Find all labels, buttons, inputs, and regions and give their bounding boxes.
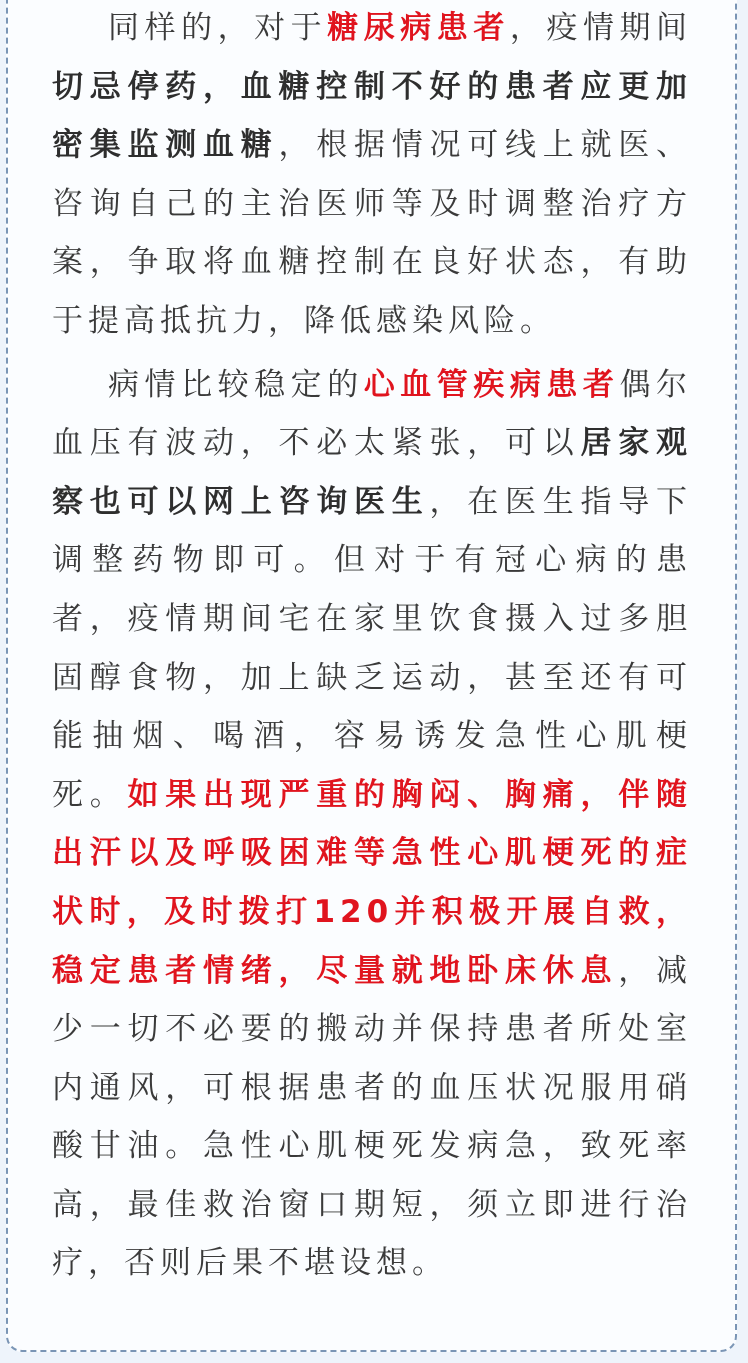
text-line bbox=[52, 117, 692, 176]
body-text: ，疫情期间 bbox=[509, 10, 693, 46]
body-text: 固醇食物，加上缺乏运动，甚至还有可 bbox=[52, 659, 692, 696]
text-line bbox=[52, 1118, 692, 1177]
text-line bbox=[52, 1235, 692, 1294]
body-text: 内通风，可根据患者的血压状况服用硝 bbox=[52, 1069, 692, 1106]
body-text: ，减 bbox=[618, 952, 692, 989]
bold-text: 居家观 bbox=[580, 425, 692, 462]
body-text: 偶尔 bbox=[619, 366, 693, 403]
highlighted-text: 出汗以及呼吸困难等急性心肌梗死的症 bbox=[52, 835, 692, 872]
body-text: 咨询自己的主治医师等及时调整治疗方 bbox=[52, 185, 692, 222]
bold-text: 密集监测血糖 bbox=[52, 127, 279, 164]
body-text: 能抽烟、喝酒，容易诱发急性心肌梗 bbox=[52, 718, 692, 755]
text-line bbox=[52, 1060, 692, 1119]
body-text: 酸甘油。急性心肌梗死发病急，致死率 bbox=[52, 1128, 692, 1165]
text-line bbox=[52, 943, 692, 1002]
text-line bbox=[52, 59, 692, 118]
text-line bbox=[52, 591, 692, 650]
highlighted-text: 状时，及时拨打120并积极开展自救， bbox=[52, 893, 692, 930]
body-text: 血压有波动，不必太紧张，可以 bbox=[52, 425, 581, 462]
body-text: 少一切不必要的搬动并保持患者所处室 bbox=[52, 1011, 692, 1048]
body-text: 病情比较稳定的 bbox=[108, 366, 364, 403]
highlighted-text: 稳定患者情绪，尽量就地卧床休息 bbox=[52, 952, 619, 989]
text-line bbox=[52, 650, 692, 709]
text-line bbox=[52, 884, 692, 943]
text-line bbox=[52, 708, 692, 767]
text-line bbox=[52, 767, 692, 826]
text-line bbox=[52, 0, 692, 59]
paragraph bbox=[52, 357, 692, 1295]
body-text: 同样的，对于 bbox=[108, 10, 328, 46]
highlighted-text: 心血管疾病患者 bbox=[363, 366, 620, 403]
text-line bbox=[52, 176, 692, 235]
body-text: 死。 bbox=[52, 776, 128, 813]
bold-text: 察也可以网上咨询医生 bbox=[52, 483, 430, 520]
body-text: 高，最佳救治窗口期短，须立即进行治 bbox=[52, 1186, 692, 1223]
text-line bbox=[52, 474, 692, 533]
body-text: ，根据情况可线上就医、 bbox=[278, 127, 692, 164]
text-line bbox=[52, 1001, 692, 1060]
body-text: 调整药物即可。但对于有冠心病的患 bbox=[52, 542, 692, 579]
text-line bbox=[52, 532, 692, 591]
text-line bbox=[52, 234, 692, 293]
paragraph bbox=[52, 0, 692, 352]
text-line bbox=[52, 293, 692, 352]
text-line bbox=[52, 415, 692, 474]
body-text: 于提高抵抗力，降低感染风险。 bbox=[52, 302, 556, 339]
highlighted-text: 如果出现严重的胸闷、胸痛，伴随 bbox=[127, 776, 692, 813]
body-text: 疗，否则后果不堪设想。 bbox=[52, 1245, 448, 1282]
body-text: ，在医生指导下 bbox=[429, 483, 692, 520]
article-body bbox=[52, 0, 692, 1299]
body-text: 案，争取将血糖控制在良好状态，有助 bbox=[52, 244, 692, 281]
highlighted-text: 糖尿病患者 bbox=[327, 10, 510, 46]
text-line bbox=[52, 825, 692, 884]
body-text: 者，疫情期间宅在家里饮食摄入过多胆 bbox=[52, 600, 692, 637]
text-line bbox=[52, 357, 692, 416]
text-line bbox=[52, 1177, 692, 1236]
bold-text: 切忌停药，血糖控制不好的患者应更加 bbox=[52, 68, 692, 105]
